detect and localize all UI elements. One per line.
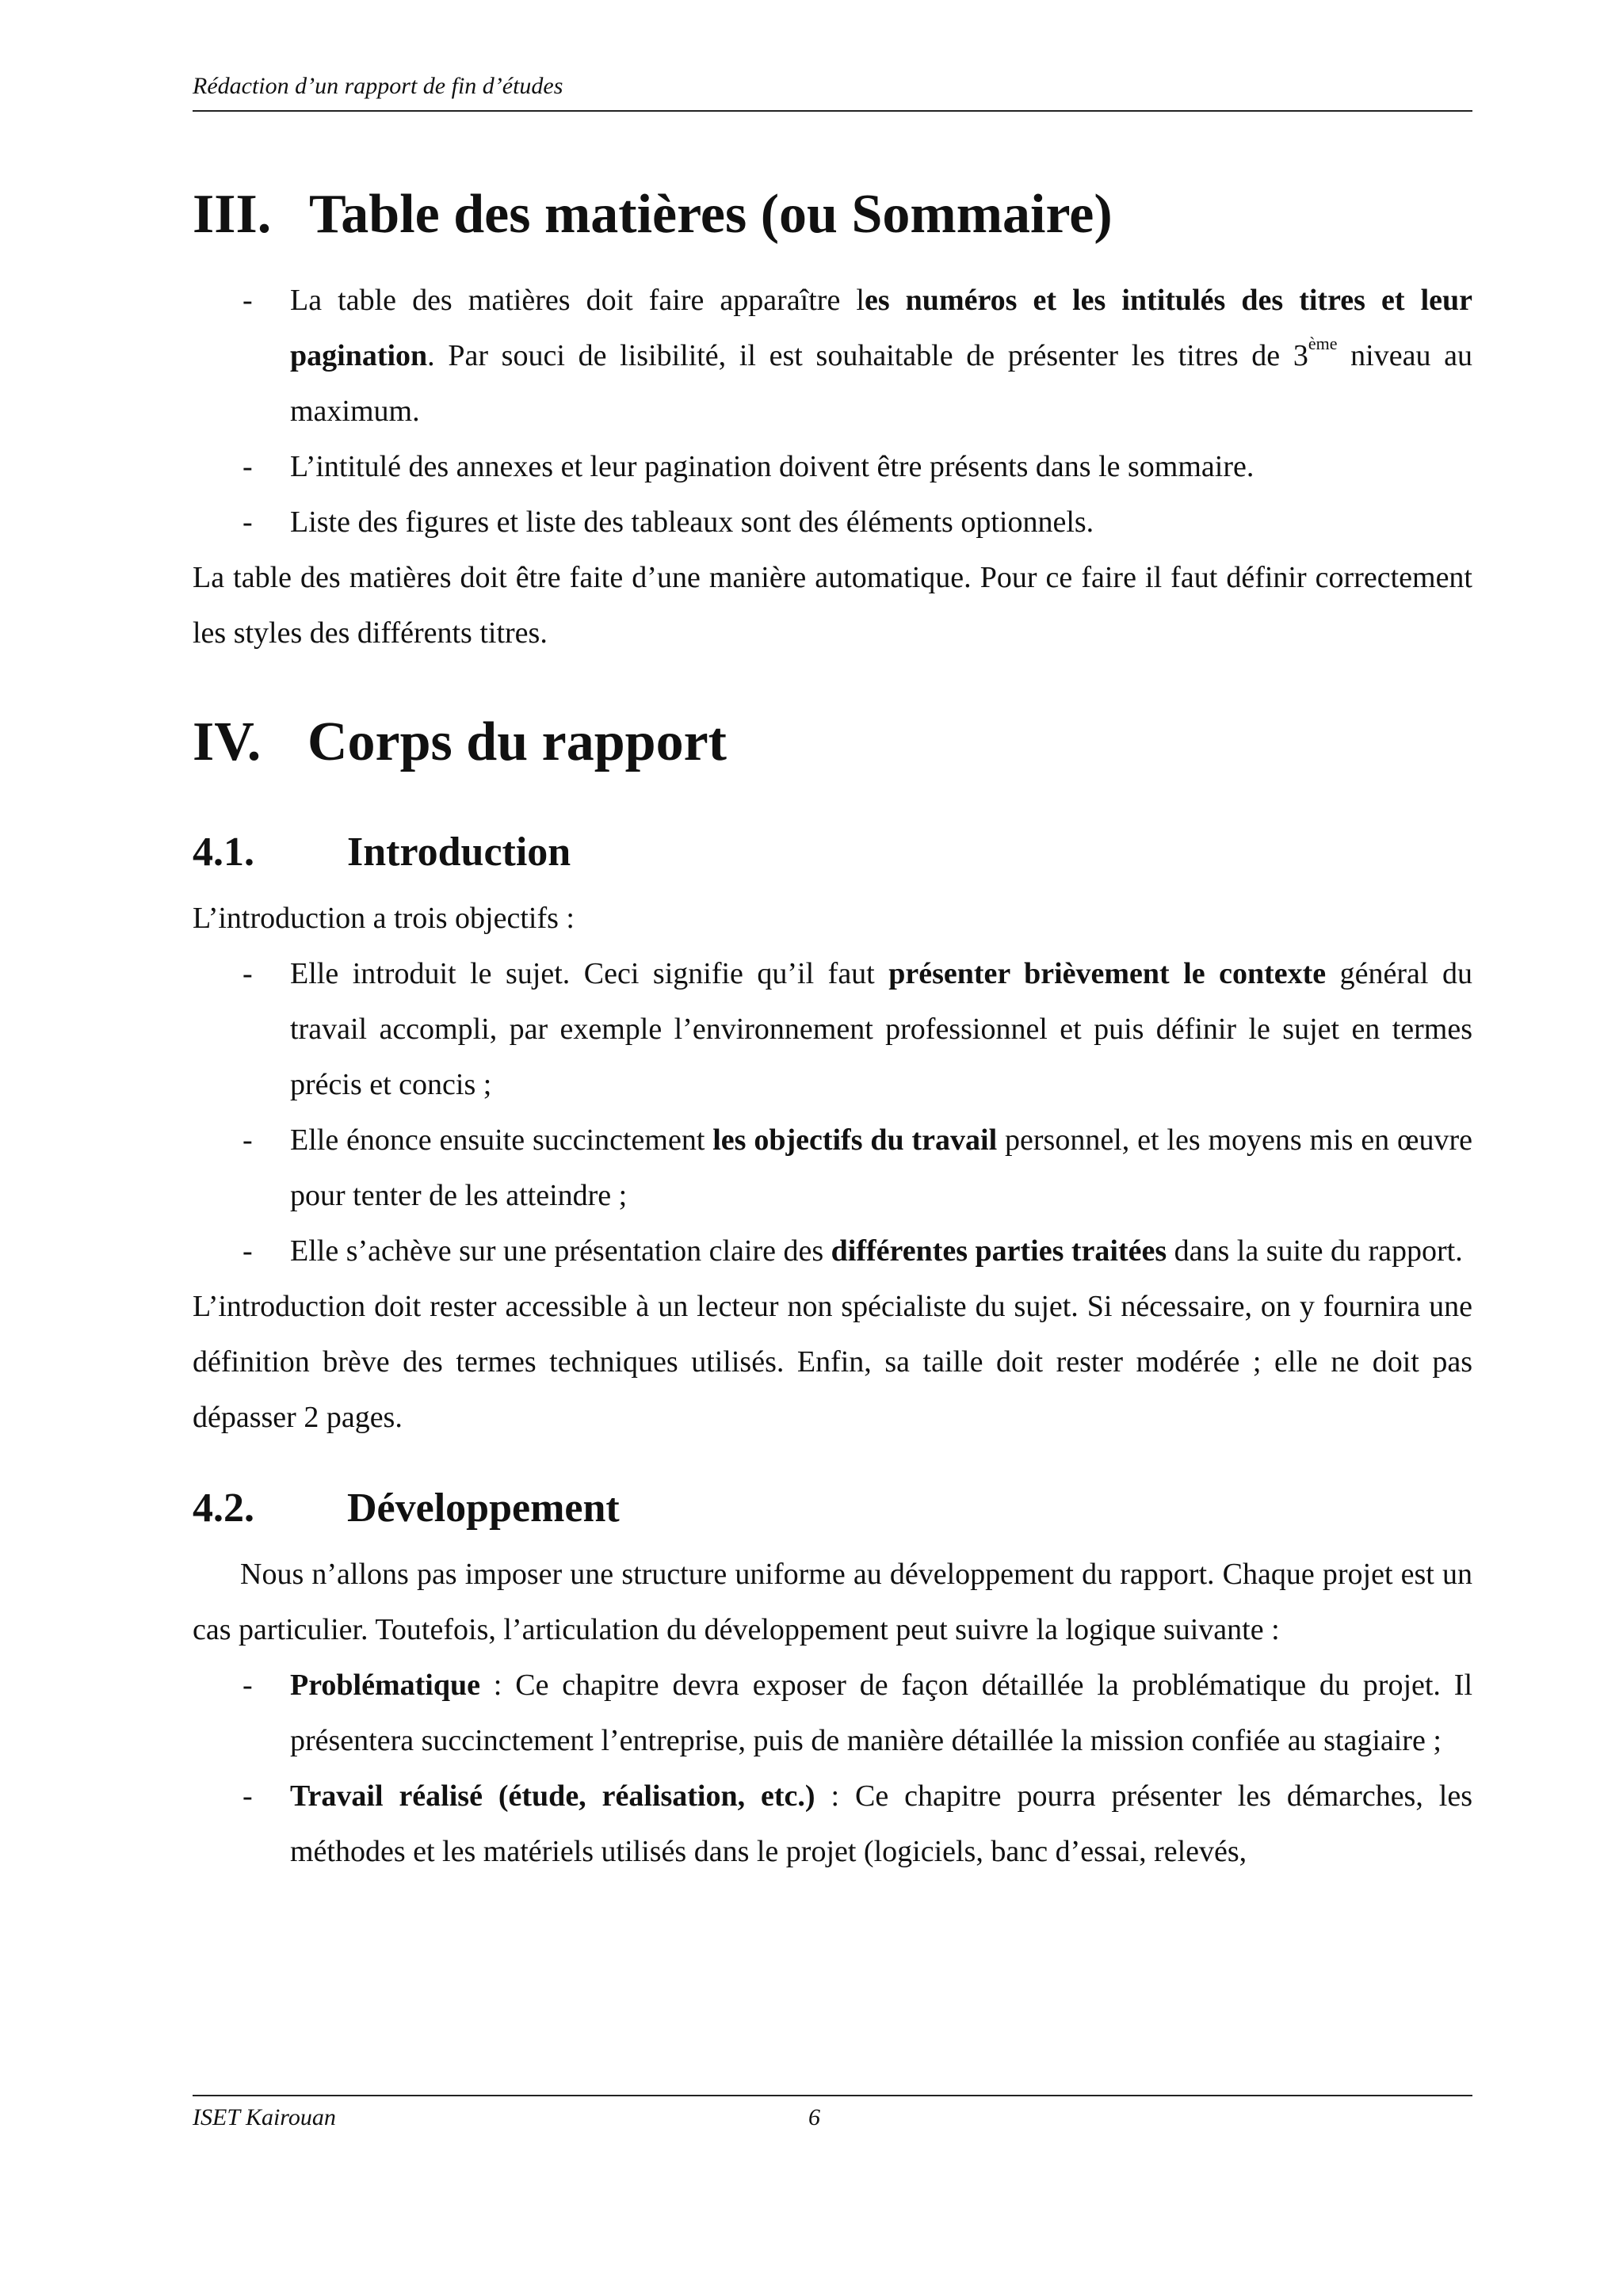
list-item: - Elle s’achève sur une présentation claire des différentes parties traitées dans la suite du rapport.	[193, 1223, 1472, 1279]
dash-bullet: -	[242, 1234, 253, 1268]
subsection-heading-4-2	[193, 1488, 1472, 1529]
page-content	[193, 181, 1472, 1879]
section-heading-4	[193, 711, 1472, 772]
subsection-title: Développement	[347, 1486, 620, 1531]
paragraph: L’introduction doit rester accessible à un lecteur non spécialiste du sujet. Si nécessaire, on y fournira une définition brève des termes techniques utilisés. Enfin, sa taille doit rester modérée ; elle ne doit pas dépasser 2 pages.	[193, 1290, 1472, 1434]
dash-bullet: -	[242, 957, 253, 990]
section-title: Corps du rapport	[307, 711, 727, 772]
list-item: - Elle introduit le sujet. Ceci signifie qu’il faut présenter brièvement le contexte général du travail accompli, par exemple l’environnement professionnel et puis définir le sujet en termes précis et concis ;	[193, 946, 1472, 1112]
list-item: - L’intitulé des annexes et leur pagination doivent être présents dans le sommaire.	[193, 439, 1472, 494]
dash-bullet: -	[242, 1669, 253, 1702]
list-item: - Travail réalisé (étude, réalisation, etc.) : Ce chapitre pourra présenter les démarches, les méthodes et les matériels utilisés dans le projet (logiciels, banc d’essai, relevés,	[193, 1768, 1472, 1879]
section-heading-3	[193, 184, 1472, 245]
list-item: - Liste des figures et liste des tableaux sont des éléments optionnels.	[193, 494, 1472, 550]
footer-institution: ISET Kairouan	[193, 2104, 336, 2130]
list-item: - Problématique : Ce chapitre devra exposer de façon détaillée la problématique du projet. Il présentera succinctement l’entreprise, puis de manière détaillée la mission confiée au stagiaire ;	[193, 1657, 1472, 1768]
introduction-objectives-list	[193, 946, 1472, 1279]
subsection-number: 4.2.	[193, 1486, 254, 1531]
dash-bullet: -	[242, 505, 253, 539]
page-number: 6	[808, 2104, 820, 2130]
subsection-title: Introduction	[347, 830, 571, 875]
dash-bullet: -	[242, 450, 253, 483]
list-item: - La table des matières doit faire apparaître les numéros et les intitulés des titres et leur pagination. Par souci de lisibilité, il est souhaitable de présenter les titres de 3ème niveau au maximum.	[193, 273, 1472, 439]
section-number: IV.	[193, 711, 262, 772]
development-structure-list	[193, 1657, 1472, 1879]
toc-requirements-list	[193, 273, 1472, 550]
paragraph: L’introduction a trois objectifs :	[193, 902, 575, 935]
subsection-number: 4.1.	[193, 830, 254, 875]
paragraph: Nous n’allons pas imposer une structure uniforme au développement du rapport. Chaque projet est un cas particulier. Toutefois, l’articulation du développement peut suivre la logique suivante :	[193, 1558, 1472, 1646]
subsection-heading-4-1	[193, 832, 1472, 873]
section-title: Table des matières (ou Sommaire)	[309, 184, 1113, 245]
section-number: III.	[193, 184, 272, 245]
paragraph: La table des matières doit être faite d’une manière automatique. Pour ce faire il faut définir correctement les styles des différents titres.	[193, 561, 1472, 650]
list-item: - Elle énonce ensuite succinctement les objectifs du travail personnel, et les moyens mis en œuvre pour tenter de les atteindre ;	[193, 1112, 1472, 1223]
footer-rule	[193, 2095, 1472, 2096]
dash-bullet: -	[242, 1123, 253, 1157]
dash-bullet: -	[242, 1779, 253, 1813]
header-rule	[193, 110, 1472, 112]
running-header: Rédaction d’un rapport de fin d’études	[193, 73, 563, 99]
dash-bullet: -	[242, 284, 253, 317]
